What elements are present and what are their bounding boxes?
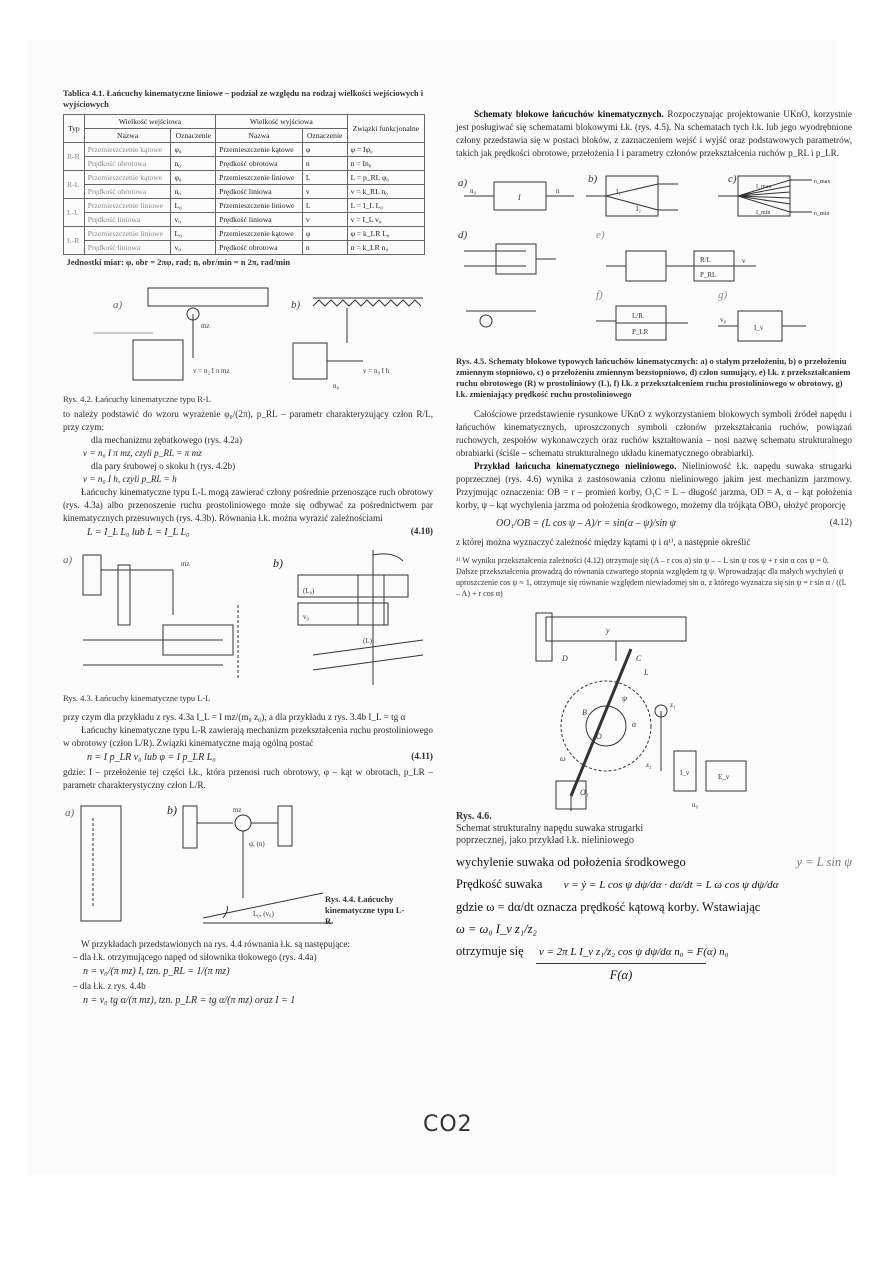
- left-text-p1: to należy podstawić do wzoru wyrażenie φ₀/(2π), p_RL – parametr charakteryzujący człon R/L, przy czym:: [63, 409, 433, 432]
- fig45-I1: I₁: [616, 188, 621, 196]
- fig46-B: B: [582, 708, 587, 717]
- fig42-mz: mz: [201, 322, 210, 330]
- eq411: n = I p_LR v₀ lub φ = I p_LR L₀: [87, 752, 216, 763]
- fig44-l0: L₀, (v₀): [253, 910, 274, 918]
- fig-4-6-drawing: [456, 611, 852, 811]
- fig46-n0: n₀: [692, 801, 698, 809]
- fig45-label-a: a): [458, 177, 468, 189]
- fig45-v: v: [742, 257, 746, 265]
- fig45-Iv: I_v: [754, 324, 764, 332]
- fig45-label-d: d): [458, 229, 468, 241]
- eq-4-11: [63, 750, 433, 766]
- fig46-C: C: [636, 654, 642, 663]
- fig44-label-b: b): [167, 803, 177, 817]
- th-out: Wielkość wyjściowa: [216, 115, 347, 129]
- fig45-v0: v₀: [720, 316, 726, 324]
- th-type: Typ: [64, 115, 85, 143]
- fig42-label-b: b): [291, 299, 301, 311]
- left-text-p4: Łańcuchy kinematyczne typu L-R zawierają mechanizm przekształcenia ruchu prostoliniowego w obrotowy (człon L/R). Związki kinematyczne mają ogólną postać: [63, 725, 433, 748]
- kinematic-table: [63, 114, 425, 270]
- bottom-l2-eq: v = ẏ = L cos ψ dψ/dα · dα/dt = L ω cos ψ dψ/dα: [563, 879, 779, 891]
- th-in-name: Nazwa: [84, 129, 171, 143]
- fig46-z1: z₁: [670, 701, 676, 709]
- table-row: Prędkość obrotowa n₀ Prędkość obrotowa n n = In₀: [64, 157, 425, 171]
- left-column: [63, 88, 433, 1009]
- fig42-n0: n₀: [333, 382, 339, 390]
- eq410: L = I_L L₀ lub L = I_L L₀: [87, 527, 190, 538]
- bottom-l4: ω = ω₀ I_v z₁/z₂: [456, 922, 537, 936]
- right-p1-body: Rozpoczynając projektowanie UKnO, korzystnie jest posługiwać się schematami blokowymi ł.k. (rys. 4.5). Na schematach tych ł.k. lub jego wyodrębnione człony przedstawia się w postaci bloków, z zaznaczeniem wejść i wyjść oraz podstawowych parametrów, takich jak prędkości obrotowe, przełożenia I i parametry członów przekształcenia ruchów p_RL i p_LR.: [456, 109, 852, 158]
- fig45-pRL: P_RL: [700, 271, 717, 279]
- fig42-label-a: a): [113, 299, 123, 311]
- bottom-l5-eq: v = 2π L I_v z₁/z₂ cos ψ dψ/dα n₀ = F(α) n₀: [538, 946, 729, 958]
- figure-4-5: [456, 166, 852, 356]
- left-text-l2: v = n₀ I π mz, czyli p_RL = π mz: [83, 448, 202, 458]
- fig43-mz: mz: [181, 560, 190, 568]
- fig42-caption: Rys. 4.2. Łańcuchy kinematyczne typu R-L: [63, 394, 211, 404]
- fig46-z2: z₂: [646, 761, 652, 769]
- fig44-mz: mz: [233, 806, 242, 814]
- fig46-omega: ω: [560, 754, 566, 763]
- fig46-y: y: [606, 626, 610, 635]
- table-units: Jednostki miar: φ, obr = 2πφ, rad; n, obr/min = n 2π, rad/min: [66, 257, 291, 267]
- fig43-label-b: b): [273, 556, 283, 570]
- fig46-Ev: E_v: [718, 773, 730, 781]
- fig46-L: L: [644, 668, 649, 677]
- fig46-D: D: [562, 654, 568, 663]
- fig43-l: (L): [363, 637, 372, 645]
- fig46-O: O: [596, 732, 602, 741]
- eq-4-10: [63, 525, 433, 541]
- left-text-l5: – dla ł.k. otrzymującego napęd od siłownika tłokowego (rys. 4.4a): [73, 952, 317, 962]
- fig42-eq-a: v = n₂ I π mz: [193, 367, 230, 375]
- th-out-sym: Oznaczenie: [302, 129, 347, 143]
- fig-4-2-drawing: [63, 278, 433, 396]
- bottom-line-5: [456, 940, 852, 963]
- left-text-l6: – dla ł.k. z rys. 4.4b: [73, 981, 146, 991]
- fig45-label-e: e): [596, 229, 605, 241]
- handwritten-mark: CO2: [423, 1112, 473, 1137]
- right-text-p4: z której można wyznaczyć zależność między kątami ψ i α¹⁾, a następnie określić: [456, 537, 751, 547]
- figure-4-6: [456, 611, 852, 811]
- right-text-p1: [456, 108, 852, 160]
- fig46-cap-title: Rys. 4.6.: [456, 811, 492, 822]
- scanned-page: [28, 40, 852, 1175]
- bottom-l1: wychylenie suwaka od położenia środkowego: [456, 855, 686, 869]
- th-in-sym: Oznaczenie: [171, 129, 216, 143]
- left-text-e1: n = v₀/(π mz) I, tzn. p_RL = 1/(π mz): [83, 966, 230, 977]
- fig45-label-b: b): [588, 173, 598, 185]
- right-text-p2: Całościowe przedstawienie rysunkowe UKnO z wykorzystaniem blokowych symboli źródeł napędu i łańcuchów kinematycznych, uproszczonych symboli członów przekształcania ruchów, powiązań ruchowych, zespołów wykonawczych oraz ruchów kształtowania – nosi nazwę schematu strukturalnego obrabiarki (ściśle – schematu strukturalnego układu kinematycznego obrabiarki).: [456, 409, 852, 458]
- fig45-label-f: f): [596, 289, 603, 301]
- fig44-label-a: a): [65, 807, 75, 819]
- fig-4-3-drawing: [63, 545, 433, 693]
- left-text-l4: v = n₀ I h, czyli p_RL = h: [83, 474, 177, 484]
- fig44-caption: Rys. 4.4. Łańcuchy kinematyczne typu L-R: [325, 894, 405, 926]
- fig46-Iv: I_v: [680, 769, 690, 777]
- eq412: OO₁/OB = (L cos ψ – A)/r = sin(α – ψ)/sin ψ: [496, 518, 676, 529]
- fig45-nmax: n_max: [814, 179, 831, 185]
- figure-4-4: [63, 798, 433, 938]
- fig46-psi: ψ: [622, 694, 627, 703]
- fig45-I: I: [518, 193, 521, 202]
- eq411-number: (4.11): [411, 751, 433, 761]
- right-text-p3: [456, 460, 852, 512]
- fig46-caption: [456, 811, 696, 847]
- fig45-pLR: P_LR: [632, 328, 649, 336]
- fig45-n0: n₀: [470, 187, 476, 195]
- fig45-n: n: [556, 187, 560, 195]
- fig-4-5-drawing: [456, 166, 852, 356]
- bottom-line-2: [456, 873, 852, 896]
- fig45-LR: L/R: [632, 312, 643, 320]
- fig46-O1: O₁: [580, 788, 589, 797]
- fig45-nmin: n_min: [814, 211, 830, 217]
- right-p1-title: Schematy blokowe łańcuchów kinematycznych.: [474, 109, 664, 119]
- fig43-v0: v₀: [303, 613, 309, 621]
- table-row: R-L Przemieszczenie kątowe φ₀ Przemieszczenie liniowe L L = p_RL φ₀: [64, 171, 425, 185]
- fig42-eq-b: v = n₀ I h: [363, 367, 390, 375]
- fig45-I2: I₂: [636, 205, 641, 213]
- table-row: Prędkość liniowa v₀ Prędkość obrotowa n n = k_LR n₀: [64, 241, 425, 255]
- fig44-phi: φ, (n): [249, 840, 265, 848]
- table-row: Prędkość liniowa v₀ Prędkość liniowa v v = I_L v₀: [64, 213, 425, 227]
- fig45-imax: I_max: [756, 184, 772, 190]
- left-text-p6: W przykładach przedstawionych na rys. 4.4 równania ł.k. są następujące:: [81, 939, 350, 949]
- fig43-label-a: a): [63, 554, 73, 566]
- bottom-l5: otrzymuje się: [456, 944, 524, 958]
- fig45-label-g: g): [718, 289, 728, 301]
- fig46-alpha: α: [632, 720, 637, 729]
- table-row: L-R Przemieszczenie liniowe L₀ Przemieszczenie kątowe φ φ = k_LR L₀: [64, 227, 425, 241]
- bottom-l3: gdzie ω = dα/dt oznacza prędkość kątową korby. Wstawiając: [456, 900, 761, 914]
- figure-4-3: [63, 545, 433, 705]
- bottom-line-1: [456, 851, 852, 873]
- bottom-l5-den: F(α): [536, 963, 706, 986]
- left-text-e2: n = v₀ tg α/(π mz), tzn. p_LR = tg α/(π mz) oraz I = 1: [83, 995, 296, 1006]
- fig45-caption: Rys. 4.5. Schematy blokowe typowych łańcuchów kinematycznych: a) o stałym przełożeniu, b) o przełożeniu zmiennym stopniowo, c) o przełożeniu zmiennym bezstopniowo, d) człon sumujący, e) ł.k. z przekształcaniem ruchu obrotowego (R) w prostoliniowy (L), f) ł.k. z przekształceniem ruchu prostoliniowego w obrotowy, g) ł.k. zmieniający prędkość ruchu prostoliniowego: [456, 356, 851, 399]
- footnote: ¹⁾ W wyniku przekształcenia zależności (4.12) otrzymuje się (A – r cos α) sin ψ – – L sin ψ cos ψ + r sin α cos ψ = 0. Dalsze przekształcenia prowadzą do równania czwartego stopnia względem tg ψ. Wprowadzając dla małych wychyleń ψ uproszczenie cos ψ ≈ 1, otrzymuje się równanie względem niewiadomej sin α, z którego wyznacza się sin ψ = r sin α / ((L – A) + r cos α): [456, 556, 847, 598]
- fig45-RL: R/L: [700, 256, 711, 264]
- right-p3-title: Przykład łańcucha kinematycznego nieliniowego.: [474, 461, 677, 471]
- right-p3-body: Nieliniowość ł.k. napędu suwaka strugarki poprzecznej (rys. 4.6) wynika z zastosowania członu nieliniowego jakim jest mechanizm jarzmowy. Przyjmując oznaczenia: OB = r – promień korby, O₁C = L – długość jarzma, OD = A, α – kąt położenia korby, ψ – kąt wychylenia jarzma od położenia środkowego, możemy dla trójkąta OBO₁ ułożyć proporcję: [456, 461, 852, 510]
- fig45-imin: I_min: [756, 210, 771, 216]
- eq-4-12: [456, 516, 852, 532]
- fig43-l0: (L₀): [303, 587, 315, 595]
- left-text-l1: dla mechanizmu zębatkowego (rys. 4.2a): [91, 435, 243, 445]
- figure-4-2: [63, 278, 433, 408]
- table-row: Prędkość obrotowa n₀ Prędkość liniowa v v = k_RL n₀: [64, 185, 425, 199]
- th-out-name: Nazwa: [216, 129, 303, 143]
- left-text-p3: przy czym dla przykładu z rys. 4.3a I_L = I mz/(m₀ z₀), a dla przykładu z rys. 3.4b I_L = tg α: [63, 712, 406, 722]
- eq412-number: (4.12): [829, 517, 852, 527]
- left-text-p2: Łańcuchy kinematyczne typu L-L mogą zawierać człony pośrednie przenoszące ruch obrotowy (rys. 4.3a) albo przenoszenie ruchu prostoliniowego może się odbywać za pośrednictwem par kinematycznych przesuwnych (rys. 4.3b). Równania ł.k. można wyrazić zależnościami: [63, 487, 433, 523]
- table-row: R-R Przemieszczenie kątowe φ₀ Przemieszczenie kątowe φ φ = Iφ₀: [64, 143, 425, 157]
- fig46-cap-text: Schemat strukturalny napędu suwaka strugarki poprzecznej, jako przykład ł.k. nieliniowego: [456, 823, 644, 846]
- bottom-l2: Prędkość suwaka: [456, 877, 543, 891]
- fig43-caption: Rys. 4.3. Łańcuchy kinematyczne typu L-L: [63, 693, 211, 703]
- bottom-l1-eq: y = L sin ψ: [796, 855, 852, 869]
- right-column: [456, 108, 852, 986]
- fig45-label-c: c): [728, 173, 737, 185]
- th-relation: Związki funkcjonalne: [347, 115, 424, 143]
- table-row: L-L Przemieszczenie liniowe L₀ Przemieszczenie liniowe L L = I_L L₀: [64, 199, 425, 213]
- eq410-number: (4.10): [410, 526, 433, 536]
- table-caption: Tablica 4.1. Łańcuchy kinematyczne liniowe – podział ze względu na rodzaj wielkości wejściowych i wyjściowych: [63, 88, 424, 109]
- left-text-p5: gdzie: I – przełożenie tej części ł.k., która przenosi ruch obrotowy, φ – kąt w obrotach, p_LR – parametr charakterystyczny człon L/R.: [63, 767, 433, 790]
- left-text-l3: dla pary śrubowej o skoku h (rys. 4.2b): [91, 461, 236, 471]
- th-in: Wielkość wejściowa: [84, 115, 215, 129]
